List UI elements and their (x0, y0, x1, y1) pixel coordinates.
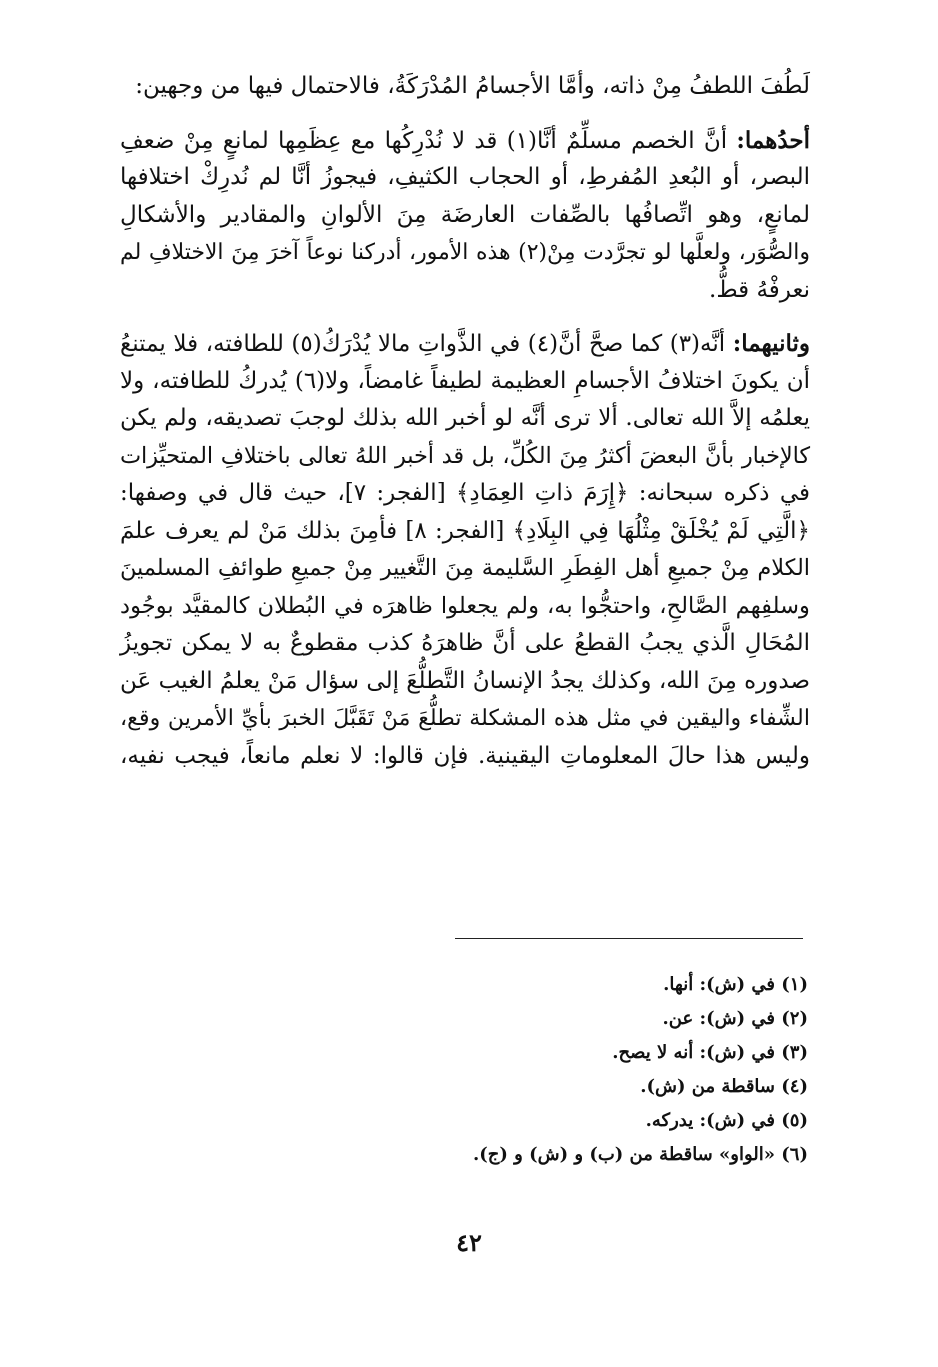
text-line: يعلمُه إلاَّ الله تعالى. ألا ترى أنَّه لو أخبر الله بذلك لوجبَ تصديقه، ولم يكن (120, 405, 810, 431)
main-text (120, 68, 810, 775)
text-line: البصر، أو البُعدِ المُفرطِ، أو الحجاب الكثيفِ، فيجوزُ أنَّا لم نُدرِكْ اختلافها (120, 164, 810, 190)
page-number: ٤٢ (456, 1228, 482, 1257)
footnote-item: (٣) في (ش): أنه لا يصح. (612, 1042, 808, 1063)
text-line (120, 122, 810, 160)
second-point-paragraph (120, 325, 810, 775)
text-line: ﴿الَّتِي لَمْ يُخْلَقْ مِثْلُهَا فِي البِلَادِ﴾ [الفجر: ٨] فأمِنَ بذلك مَنْ لم يعرف علمَ (120, 517, 810, 544)
text-line: لَطُفَ اللطفُ مِنْ ذاته، وأمَّا الأجسامُ المُدْرَكَةُ، فالاحتمال فيها من وجهين: (135, 73, 810, 99)
text-line: نعرفْهُ قطُّ. (709, 276, 810, 303)
text-fragment: أنَّ الخصم مسلِّمٌ أنَّا(١) قد لا نُدْرِكُها مع عِظَمِها لمانعٍ مِنْ ضعفِ (120, 127, 728, 154)
text-line: كالإخبار بأنَّ البعضَ أكثرُ مِنَ الكُلِّ، بل قد أخبر اللهُ تعالى باختلافِ المتحيِّزات (120, 442, 810, 469)
footnote-divider (455, 938, 803, 939)
text-line: صدوره مِنَ الله، وكذلك يجدُ الإنسانُ التَّطلُّعَ إلى سؤال مَنْ يعلمُ الغيب عَن (120, 667, 810, 694)
text-line: لمانعٍ، وهو اتِّصافُها بالصِّفات العارضَة مِنَ الألوانِ والمقادير والأشكالِ (120, 201, 810, 228)
text-line: وسلفِهم الصَّالحِ، واحتجُّوا به، ولم يجعلوا ظاهرَه في البُطلان كالمقيَّد بوجُود (120, 592, 810, 619)
footnote-item: (١) في (ش): أنها. (663, 974, 808, 995)
text-line: المُحَالِ الَّذي يجبُ القطعُ على أنَّ ظاهرَهُ كذب مقطوعٌ به لا يمكن تجويزُ (120, 630, 810, 656)
text-fragment: أنَّه(٣) كما صحَّ أنَّ(٤) في الذَّواتِ مالا يُدْرَكُ(٥) للطافته، فلا يمتنعُ (120, 331, 726, 357)
footnote-item: (٦) «الواو» ساقطة من (ب) و (ش) و (ج). (472, 1144, 808, 1165)
footnote-item: (٥) في (ش): يدركه. (645, 1110, 808, 1131)
text-line: أن يكونَ اختلافُ الأجسامِ العظيمة لطيفاً غامضاً، ولا(٦) يُدركُ للطافته، ولا (120, 367, 810, 394)
intro-paragraph (120, 68, 810, 106)
second-point-lead: وثانيهما: (732, 330, 810, 357)
first-point-lead: أحدُهما: (736, 126, 811, 154)
first-point-paragraph (120, 122, 810, 310)
text-line: الكلام مِنْ جميعِ أهل الفِطَرِ السَّليمة مِنَ التَّغيير مِنْ جميعِ طوائفِ المسلمينَ (120, 555, 810, 581)
footnote-item: (٢) في (ش): عن. (662, 1008, 808, 1029)
text-line: الشِّفاء واليقين في مثل هذه المشكلة تطلُّعَ مَنْ تَقَبَّلَ الخبرَ بأيِّ الأمرين وقع، (120, 705, 810, 731)
footnote-item: (٤) ساقطة من (ش). (640, 1076, 808, 1097)
text-line (120, 325, 810, 363)
text-line: وليس هذا حالَ المعلوماتِ اليقينية. فإن قالوا: لا نعلم مانعاً، فيجب نفيه، (120, 742, 810, 769)
text-line: والصُّوَر، ولعلَّها لو تجرَّدت مِنْ(٢) هذه الأمور، أدركنا نوعاً آخرَ مِنَ الاختلافِ لم (120, 240, 810, 265)
text-line: في ذكره سبحانه: ﴿إِرَمَ ذاتِ العِمَادِ﴾ [الفجر: ٧]، حيث قال في وصفها: (120, 480, 810, 506)
footnotes (308, 968, 808, 1172)
